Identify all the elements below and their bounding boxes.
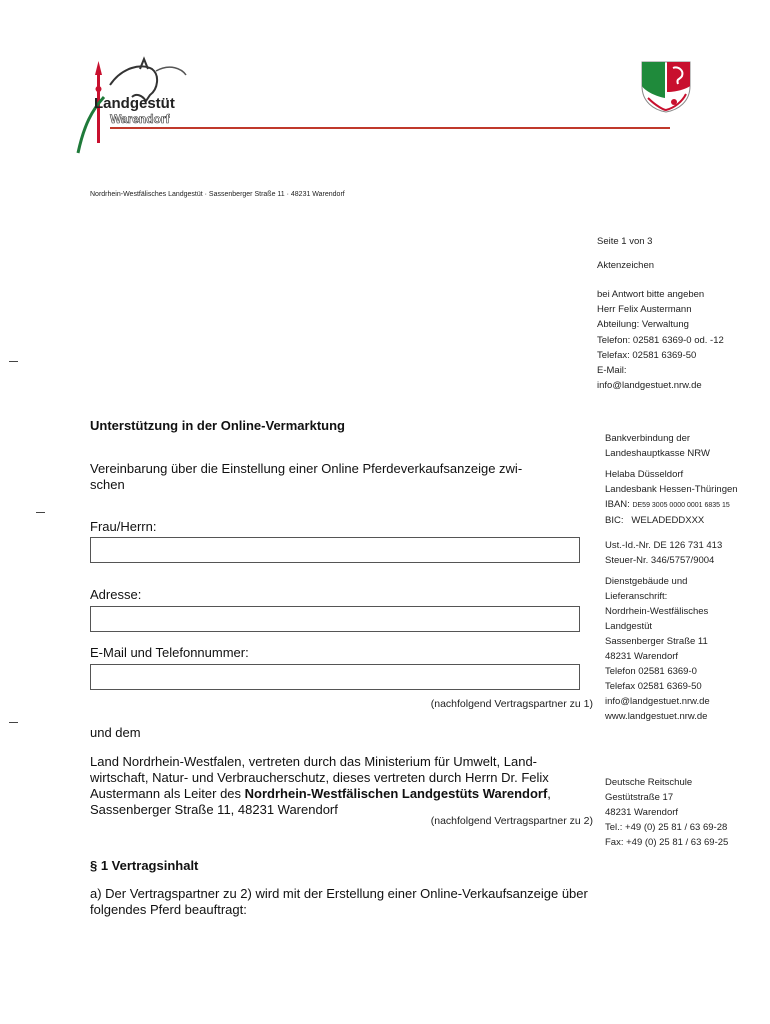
contact-line: Herr Felix Austermann [597,304,692,316]
land-paragraph [90,754,600,818]
contact-line: Telefon: 02581 6369-0 od. -12 [597,334,724,346]
bic-line: BIC: WELADEDDXXX [605,515,705,526]
address-line: Lieferanschrift: [605,591,668,602]
party1-note: (nachfolgend Vertragspartner zu 1) [430,698,593,710]
contact-email[interactable]: info@landgestuet.nrw.de [597,380,702,392]
contact-line: bei Antwort bitte angeben [597,289,705,300]
address-field[interactable] [90,606,580,632]
name-field[interactable] [90,537,580,563]
contact-line: Telefax: 02581 6369-50 [597,349,697,361]
section-text [90,886,650,918]
subject-heading: Unterstützung in der Online-Vermarktung [90,418,345,433]
school-line: Fax: +49 (0) 25 81 / 63 69-25 [605,837,729,848]
and-the-text: und dem [90,725,141,740]
section-line: folgendes Pferd beauftragt: [90,902,247,917]
school-block [605,775,728,850]
bank-line: Landesbank Hessen-Thüringen [605,484,738,495]
contact-label: E-Mail und Telefonnummer: [90,645,249,660]
tax-line: Ust.-Id.-Nr. DE 126 731 413 [605,540,723,551]
reference-label: Aktenzeichen [597,260,655,271]
address-email[interactable]: info@landgestuet.nrw.de [605,696,710,707]
bank-line: Landeshauptkasse NRW [605,448,710,459]
address-label: Adresse: [90,587,142,602]
bank-line: Bankverbindung der [605,433,691,444]
school-line: Deutsche Reitschule [605,777,693,788]
land-line: Austermann als Leiter des Nordrhein-Westfälischen Landgestüts Warendorf, [90,786,551,801]
land-line: wirtschaft, Natur- und Verbraucherschutz, dieses vertreten durch Herrn Dr. Felix [90,770,549,785]
agreement-line: Vereinbarung über die Einstellung einer Online Pferdeverkaufsanzeige zwi- [90,461,523,476]
school-line: 48231 Warendorf [605,807,679,818]
sender-line: Nordrhein-Westfälisches Landgestüt · Sassenberger Straße 11 · 48231 Warendorf [90,191,345,198]
contact-line: Abteilung: Verwaltung [597,319,689,331]
bank-block [605,431,738,724]
contact-line: E-Mail: [597,365,627,377]
land-line: Land Nordrhein-Westfalen, vertreten durch das Ministerium für Umwelt, Land- [90,754,538,769]
address-line: Sassenberger Straße 11 [605,636,708,647]
address-line: Nordrhein-Westfälisches [605,606,709,617]
school-line: Tel.: +49 (0) 25 81 / 63 69-28 [605,822,728,833]
fold-mark [36,512,45,513]
landgestuet-name: Nordrhein-Westfälischen Landgestüts Warendorf [244,786,548,801]
fold-mark [9,361,18,362]
address-line: Dienstgebäude und [605,576,688,587]
iban-value: DE59 3005 0000 0001 6835 15 [632,502,730,509]
header-rule [110,127,670,129]
email-phone-field[interactable] [90,664,580,690]
tax-line: Steuer-Nr. 346/5757/9004 [605,555,715,566]
landgestuet-logo [70,55,190,160]
school-line: Gestütstraße 17 [605,792,674,803]
address-line: Telefon 02581 6369-0 [605,666,697,677]
bank-line: Helaba Düsseldorf [605,469,684,480]
address-website[interactable]: www.landgestuet.nrw.de [605,711,708,722]
fold-mark [9,722,18,723]
section-line: a) Der Vertragspartner zu 2) wird mit der Erstellung einer Online-Verkaufsanzeige über [90,886,588,901]
logo-title: Landgestüt [94,95,175,112]
iban-label: IBAN: [605,499,630,510]
section-title: § 1 Vertragsinhalt [90,858,199,873]
nrw-coat-of-arms-icon [638,58,694,114]
land-line: Sassenberger Straße 11, 48231 Warendorf [90,802,338,817]
contact-block [597,287,724,393]
party2-note: (nachfolgend Vertragspartner zu 2) [430,815,593,827]
agreement-line: schen [90,477,125,492]
page-number: Seite 1 von 3 [597,236,653,247]
address-line: Telefax 02581 6369-50 [605,681,702,692]
logo-subtitle: Warendorf [110,112,170,126]
address-line: 48231 Warendorf [605,651,679,662]
name-label: Frau/Herrn: [90,519,157,534]
iban-line [605,497,738,513]
address-line: Landgestüt [605,621,653,632]
agreement-text [90,461,590,493]
